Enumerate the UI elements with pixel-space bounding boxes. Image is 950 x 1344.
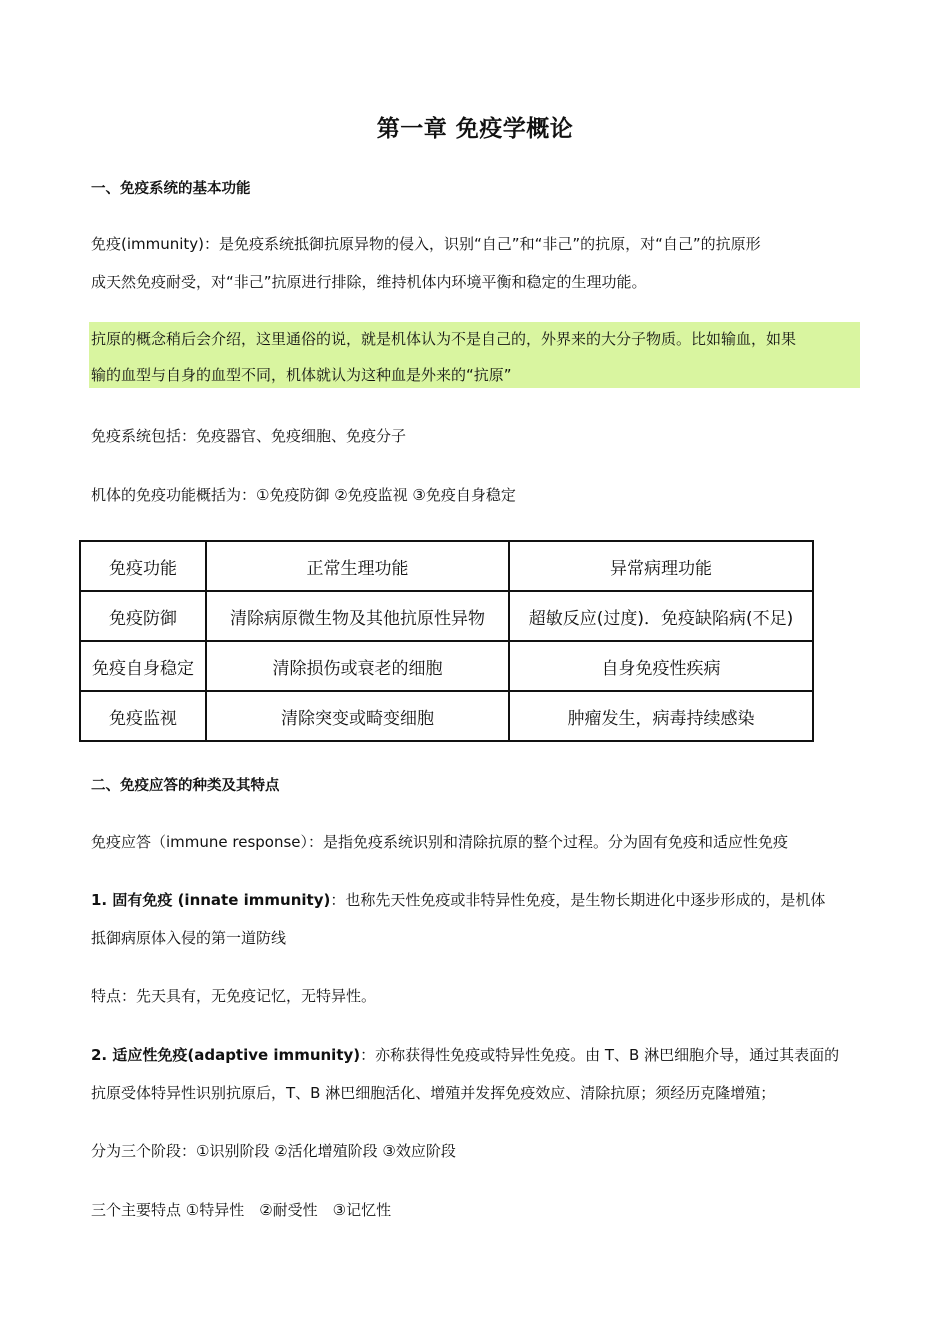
adaptive-immunity-term: 2. 适应性免疫(adaptive immunity): [91, 1046, 361, 1064]
adaptive-immunity-line1: [91, 1036, 861, 1074]
innate-immunity-line2: 抵御病原体入侵的第一道防线: [91, 929, 287, 947]
table-header-row: [80, 541, 813, 591]
chapter-title: 第一章 免疫学概论: [376, 116, 574, 142]
table-header-cell: 正常生理功能: [206, 541, 509, 591]
adaptive-immunity-line2: 抗原受体特异性识别抗原后，T、B 淋巴细胞活化、增殖并发挥免疫效应、清除抗原；须经历克隆增殖；: [91, 1084, 776, 1102]
table-row: [80, 641, 813, 691]
immune-system-components: 免疫系统包括：免疫器官、免疫细胞、免疫分子: [91, 427, 407, 445]
antigen-note-line1: 抗原的概念稍后会介绍，这里通俗的说，就是机体认为不是自己的，外界来的大分子物质。比如输血，如果: [91, 330, 797, 348]
table-cell: 免疫自身稳定: [80, 641, 206, 691]
table-cell: 免疫监视: [80, 691, 206, 741]
innate-features: 特点：先天具有，无免疫记忆，无特异性。: [91, 987, 377, 1005]
innate-immunity-term: 1. 固有免疫 (innate immunity): [91, 891, 331, 909]
immune-function-table: [79, 540, 814, 742]
immunity-definition-line2: 成天然免疫耐受，对“非己”抗原进行排除，维持机体内环境平衡和稳定的生理功能。: [91, 273, 647, 291]
table-cell: 清除突变或畸变细胞: [206, 691, 509, 741]
table-cell: 超敏反应(过度)．免疫缺陷病(不足): [509, 591, 813, 641]
table-header-cell: 异常病理功能: [509, 541, 813, 591]
immune-functions-summary: 机体的免疫功能概括为：①免疫防御 ②免疫监视 ③免疫自身稳定: [91, 486, 516, 504]
table-row: [80, 691, 813, 741]
table-cell: 肿瘤发生，病毒持续感染: [509, 691, 813, 741]
adaptive-stages: 分为三个阶段：①识别阶段 ②活化增殖阶段 ③效应阶段: [91, 1142, 456, 1160]
innate-immunity-desc: ：也称先天性免疫或非特异性免疫，是生物长期进化中逐步形成的，是机体: [330, 891, 826, 909]
immunity-definition-line1: 免疫(immunity)：是免疫系统抵御抗原异物的侵入，识别“自己”和“非己”的抗原，对“自己”的抗原形: [91, 235, 761, 253]
table-cell: 清除损伤或衰老的细胞: [206, 641, 509, 691]
table-cell: 自身免疫性疾病: [509, 641, 813, 691]
table-cell: 清除病原微生物及其他抗原性异物: [206, 591, 509, 641]
adaptive-immunity-desc: ：亦称获得性免疫或特异性免疫。由 T、B 淋巴细胞介导，通过其表面的: [360, 1046, 840, 1064]
table-header-cell: 免疫功能: [80, 541, 206, 591]
section1-heading: 一、免疫系统的基本功能: [91, 181, 251, 197]
antigen-note-line2: 输的血型与自身的血型不同，机体就认为这种血是外来的“抗原”: [91, 366, 512, 384]
table-row: [80, 591, 813, 641]
section2-heading: 二、免疫应答的种类及其特点: [91, 778, 280, 794]
innate-immunity-line1: [91, 881, 861, 919]
adaptive-features: 三个主要特点 ①特异性 ②耐受性 ③记忆性: [91, 1201, 392, 1219]
table-cell: 免疫防御: [80, 591, 206, 641]
immune-response-intro: 免疫应答（immune response）：是指免疫系统识别和清除抗原的整个过程。分为固有免疫和适应性免疫: [91, 833, 789, 851]
